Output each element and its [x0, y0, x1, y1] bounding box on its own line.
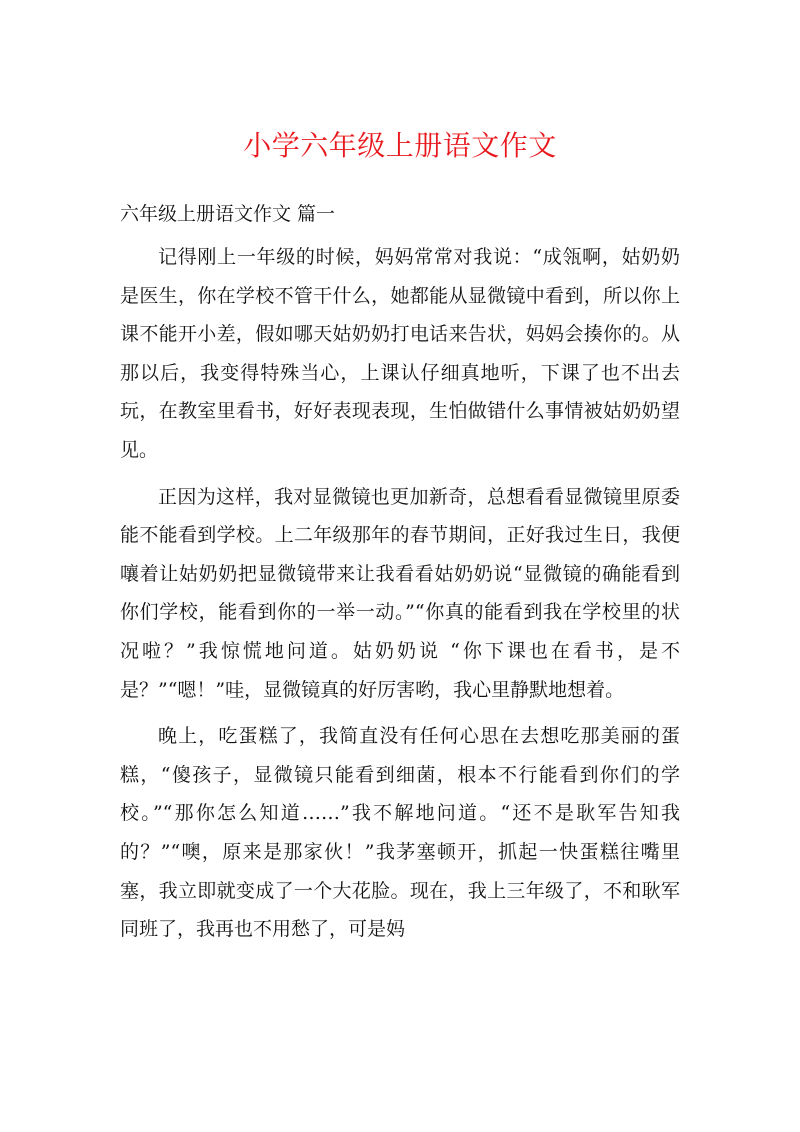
paragraph-2: 正因为这样，我对显微镜也更加新奇，总想看看显微镜里原委能不能看到学校。上二年级那年的春节期间，正好我过生日，我便嚷着让姑奶奶把显微镜带来让我看看姑奶奶说“显微镜的确能看到你们学校，能看到你的一举一动。”“你真的能看到我在学校里的状况啦？”我惊慌地问道。姑奶奶说 “你下课也在看书，是不是？”“嗯！”哇，显微镜真的好厉害哟，我心里静默地想着。 — [120, 485, 680, 701]
document-body — [120, 195, 680, 957]
section-heading: 六年级上册语文作文 篇一 — [120, 203, 336, 225]
paragraph-1: 记得刚上一年级的时候，妈妈常常对我说：“成瓴啊，姑奶奶是医生，你在学校不管干什么，她都能从显微镜中看到，所以你上课不能开小差，假如哪天姑奶奶打电话来告状，妈妈会揍你的。从那以后，我变得特殊当心，上课认仔细真地听，下课了也不出去玩，在教室里看书，好好表现表现，生怕做错什么事情被姑奶奶望见。 — [120, 246, 680, 461]
paragraph-3: 晚上，吃蛋糕了，我简直没有任何心思在去想吃那美丽的蛋糕，“傻孩子，显微镜只能看到细菌，根本不行能看到你们的学校。”“那你怎么知道……”我不解地问道。“还不是耿军告知我的？”“噢，原来是那家伙！”我茅塞顿开，抓起一快蛋糕往嘴里塞，我立即就变成了一个大花脸。现在，我上三年级了，不和耿军同班了，我再也不用愁了，可是妈 — [120, 725, 680, 941]
document-title: 小学六年级上册语文作文 — [243, 129, 557, 162]
